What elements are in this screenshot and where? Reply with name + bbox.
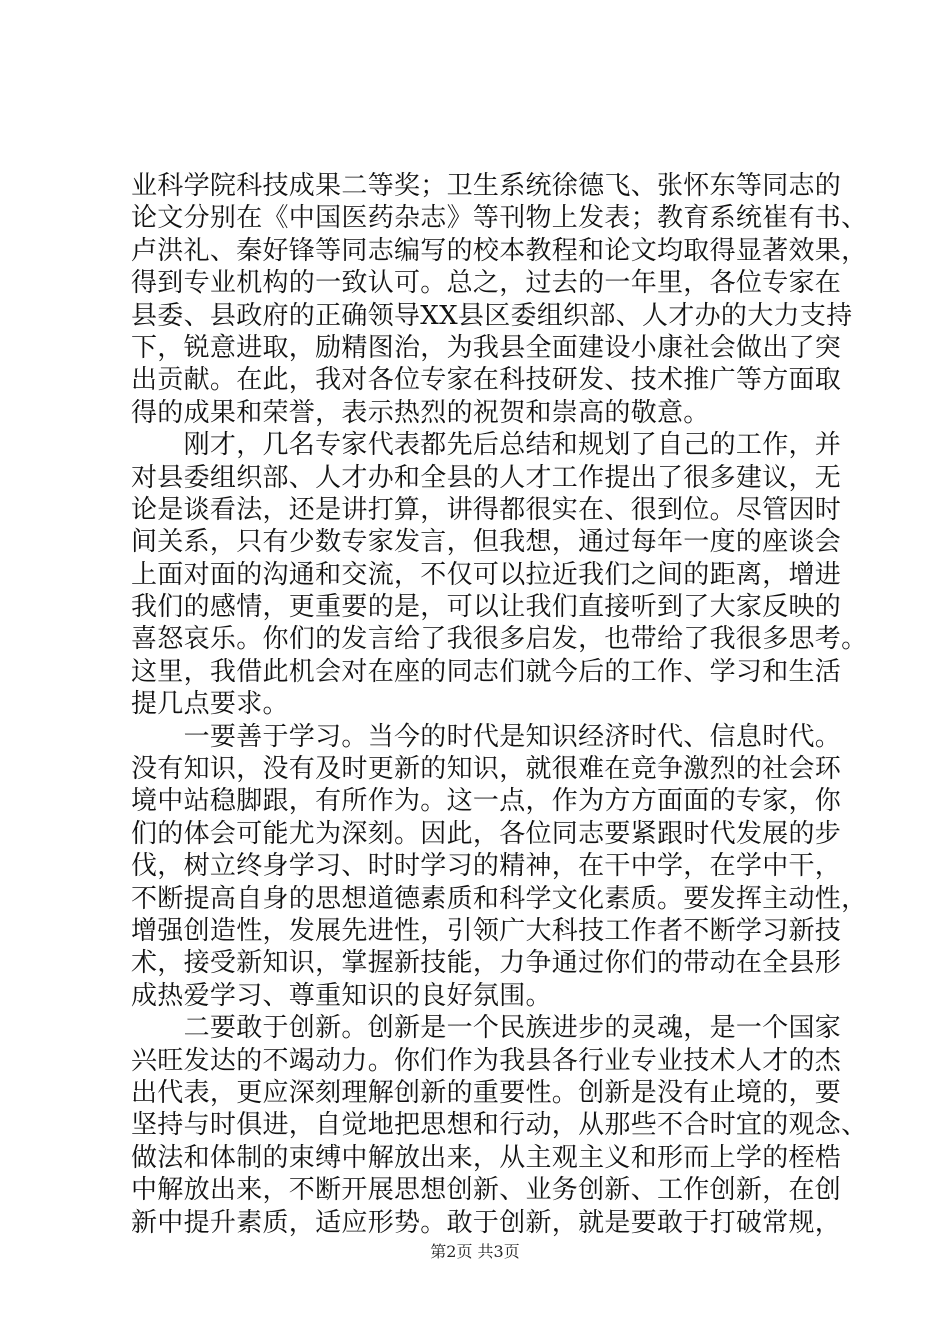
text-line: 间关系，只有少数专家发言，但我想，通过每年一度的座谈会 — [131, 527, 842, 558]
text-line: 业科学院科技成果二等奖；卫生系统徐德飞、张怀东等同志的 — [131, 171, 842, 201]
text-line: 我们的感情，更重要的是，可以让我们直接听到了大家反映的 — [131, 592, 842, 623]
text-line: 中解放出来，不断开展思想创新、业务创新、工作创新，在创 — [131, 1175, 842, 1206]
text-line: 境中站稳脚跟，有所作为。这一点，作为方方面面的专家，你 — [131, 786, 842, 817]
text-line: 出贡献。在此，我对各位专家在科技研发、技术推广等方面取 — [131, 365, 842, 396]
text-line: 出代表，更应深刻理解创新的重要性。创新是没有止境的，要 — [131, 1077, 842, 1108]
text-line: 刚才，几名专家代表都先后总结和规划了自己的工作，并 — [131, 430, 842, 461]
text-line: 增强创造性，发展先进性，引领广大科技工作者不断学习新技 — [131, 915, 842, 946]
text-line: 一要善于学习。当今的时代是知识经济时代、信息时代。 — [131, 721, 842, 752]
text-line: 论是谈看法，还是讲打算，讲得都很实在、很到位。尽管因时 — [131, 494, 842, 525]
text-line: 新中提升素质，适应形势。敢于创新，就是要敢于打破常规， — [131, 1207, 842, 1238]
text-line: 术，接受新知识，掌握新技能，力争通过你们的带动在全县形 — [131, 948, 842, 979]
text-line: 得的成果和荣誉，表示热烈的祝贺和崇高的敬意。 — [131, 397, 710, 428]
text-line: 兴旺发达的不竭动力。你们作为我县各行业专业技术人才的杰 — [131, 1045, 842, 1076]
text-line: 坚持与时俱进，自觉地把思想和行动，从那些不合时宜的观念、 — [131, 1110, 868, 1141]
document-body — [131, 170, 868, 1239]
text-line: 成热爱学习、尊重知识的良好氛围。 — [131, 980, 552, 1011]
text-line: 下，锐意进取，励精图治，为我县全面建设小康社会做出了突 — [131, 332, 842, 363]
page-number: 第2页 共3页 — [430, 1242, 520, 1261]
text-line: 喜怒哀乐。你们的发言给了我很多启发，也带给了我很多思考。 — [131, 624, 868, 655]
text-line: 得到专业机构的一致认可。总之，过去的一年里，各位专家在 — [131, 268, 842, 299]
text-line: 提几点要求。 — [131, 689, 289, 720]
text-line: 伐，树立终身学习、时时学习的精神，在干中学，在学中干， — [131, 851, 842, 882]
text-line: 们的体会可能尤为深刻。因此，各位同志要紧跟时代发展的步 — [131, 818, 842, 849]
text-line: 县委、县政府的正确领导XX县区委组织部、人才办的大力支持 — [131, 300, 853, 331]
text-line: 二要敢于创新。创新是一个民族进步的灵魂，是一个国家 — [131, 1013, 842, 1044]
text-line: 卢洪礼、秦好锋等同志编写的校本教程和论文均取得显著效果， — [131, 235, 868, 266]
text-line: 没有知识，没有及时更新的知识，就很难在竞争激烈的社会环 — [131, 754, 842, 785]
text-line: 这里，我借此机会对在座的同志们就今后的工作、学习和生活 — [131, 656, 842, 687]
text-line: 做法和体制的束缚中解放出来，从主观主义和形而上学的桎梏 — [131, 1142, 842, 1173]
text-line: 论文分别在《中国医药杂志》等刊物上发表；教育系统崔有书、 — [131, 203, 868, 234]
page-footer — [0, 1242, 950, 1262]
text-line: 不断提高自身的思想道德素质和科学文化素质。要发挥主动性， — [131, 883, 868, 914]
text-line: 对县委组织部、人才办和全县的人才工作提出了很多建议，无 — [131, 462, 842, 493]
text-line: 上面对面的沟通和交流，不仅可以拉近我们之间的距离，增进 — [131, 559, 842, 590]
